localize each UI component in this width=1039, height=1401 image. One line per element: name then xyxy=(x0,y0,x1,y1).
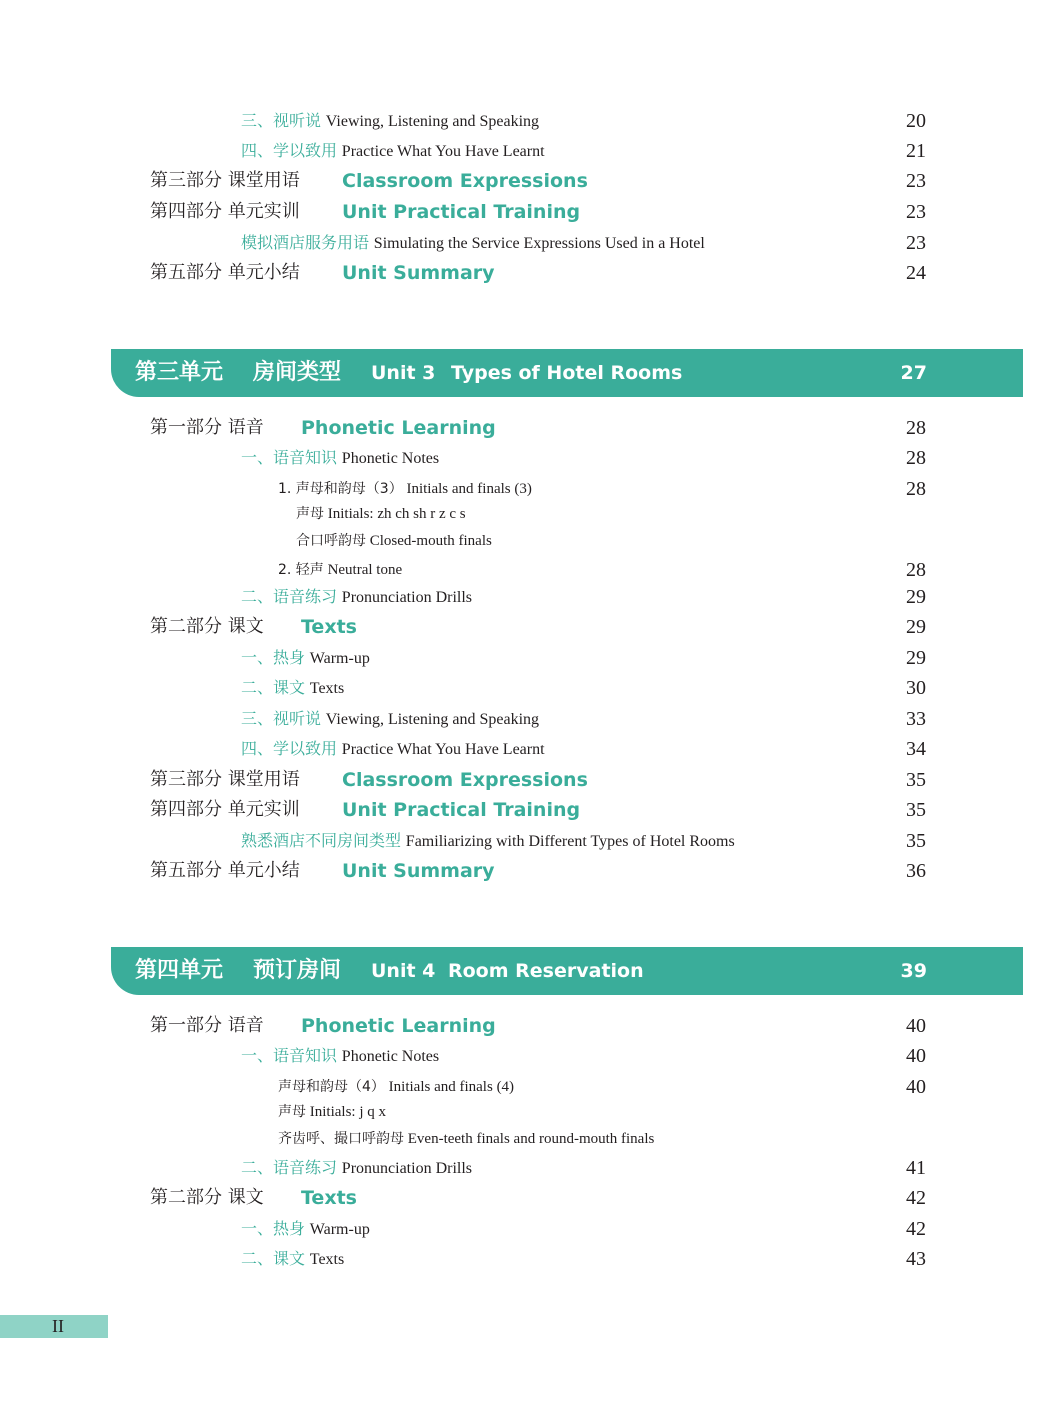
toc-entry: 二、语音练习 Pronunciation Drills 41 xyxy=(0,1154,1039,1182)
page-number: 24 xyxy=(906,262,926,284)
toc-entry: 二、语音练习 Pronunciation Drills 29 xyxy=(0,583,1039,611)
toc-entry: 声母和韵母（4） Initials and finals (4) 40 xyxy=(0,1073,1039,1101)
toc-part: 第一部分 语音 Phonetic Learning 28 xyxy=(0,414,1039,442)
unit-header: 第三单元 房间类型 Unit 3 Types of Hotel Rooms 27 xyxy=(111,349,1023,397)
page-number: 23 xyxy=(906,201,926,223)
toc-part: 第三部分 课堂用语 Classroom Expressions 23 xyxy=(0,167,1039,195)
page-number: 34 xyxy=(906,738,926,760)
toc-entry: 一、热身 Warm-up 42 xyxy=(0,1215,1039,1243)
toc-entry: 2. 轻声 Neutral tone 28 xyxy=(0,556,1039,584)
page-number: 36 xyxy=(906,860,926,882)
toc-part: 第五部分 单元小结 Unit Summary 24 xyxy=(0,259,1039,287)
page-number: 23 xyxy=(906,232,926,254)
toc-entry: 熟悉酒店不同房间类型 Familiarizing with Different Types of Hotel Rooms 35 xyxy=(0,827,1039,855)
page-number: 33 xyxy=(906,708,926,730)
toc-entry: 合口呼韵母 Closed-mouth finals xyxy=(296,533,492,549)
page-number: 28 xyxy=(906,559,926,581)
page-number: 29 xyxy=(906,586,926,608)
page-number: 28 xyxy=(906,417,926,439)
toc-part: 第二部分 课文 Texts 42 xyxy=(0,1184,1039,1212)
page-number: 35 xyxy=(906,830,926,852)
page-number: 42 xyxy=(906,1187,926,1209)
toc-part: 第四部分 单元实训 Unit Practical Training 35 xyxy=(0,796,1039,824)
toc-entry: 二、课文 Texts 30 xyxy=(0,674,1039,702)
toc-entry: 四、学以致用 Practice What You Have Learnt 21 xyxy=(0,137,1039,165)
page-number: 30 xyxy=(906,677,926,699)
page-number: 29 xyxy=(906,647,926,669)
page-number: 28 xyxy=(906,478,926,500)
footer-page-tab xyxy=(0,1315,108,1338)
toc-entry: 1. 声母和韵母（3） Initials and finals (3) 28 xyxy=(0,475,1039,503)
page-number: 35 xyxy=(906,799,926,821)
footer-page-number: II xyxy=(52,1316,64,1336)
page-number: 29 xyxy=(906,616,926,638)
toc-entry: 声母 Initials: zh ch sh r z c s xyxy=(296,506,466,522)
toc-part: 第四部分 单元实训 Unit Practical Training 23 xyxy=(0,198,1039,226)
toc-entry: 一、语音知识 Phonetic Notes 40 xyxy=(0,1042,1039,1070)
page-number: 23 xyxy=(906,170,926,192)
toc-entry: 三、视听说 Viewing, Listening and Speaking 20 xyxy=(0,107,1039,135)
page-number: 28 xyxy=(906,447,926,469)
toc-entry: 二、课文 Texts 43 xyxy=(0,1245,1039,1273)
page-number: 40 xyxy=(906,1045,926,1067)
page-number: 39 xyxy=(900,960,927,982)
page-number: 41 xyxy=(906,1157,926,1179)
toc-part: 第三部分 课堂用语 Classroom Expressions 35 xyxy=(0,766,1039,794)
page-number: 40 xyxy=(906,1015,926,1037)
page-number: 20 xyxy=(906,110,926,132)
page-number: 43 xyxy=(906,1248,926,1270)
toc-entry: 三、视听说 Viewing, Listening and Speaking 33 xyxy=(0,705,1039,733)
unit-header: 第四单元 预订房间 Unit 4 Room Reservation 39 xyxy=(111,947,1023,995)
toc-part: 第二部分 课文 Texts 29 xyxy=(0,613,1039,641)
page-number: 27 xyxy=(900,362,927,384)
toc-entry: 齐齿呼、撮口呼韵母 Even-teeth finals and round-mouth finals xyxy=(278,1131,655,1147)
page-number: 40 xyxy=(906,1076,926,1098)
page-number: 21 xyxy=(906,140,926,162)
toc-entry: 一、语音知识 Phonetic Notes 28 xyxy=(0,444,1039,472)
toc-entry: 模拟酒店服务用语 Simulating the Service Expressions Used in a Hotel 23 xyxy=(0,229,1039,257)
toc-part: 第五部分 单元小结 Unit Summary 36 xyxy=(0,857,1039,885)
page-number: 42 xyxy=(906,1218,926,1240)
toc-part: 第一部分 语音 Phonetic Learning 40 xyxy=(0,1012,1039,1040)
page-number: 35 xyxy=(906,769,926,791)
toc-entry: 四、学以致用 Practice What You Have Learnt 34 xyxy=(0,735,1039,763)
toc-entry: 声母 Initials: j q x xyxy=(278,1104,386,1120)
toc-entry: 一、热身 Warm-up 29 xyxy=(0,644,1039,672)
